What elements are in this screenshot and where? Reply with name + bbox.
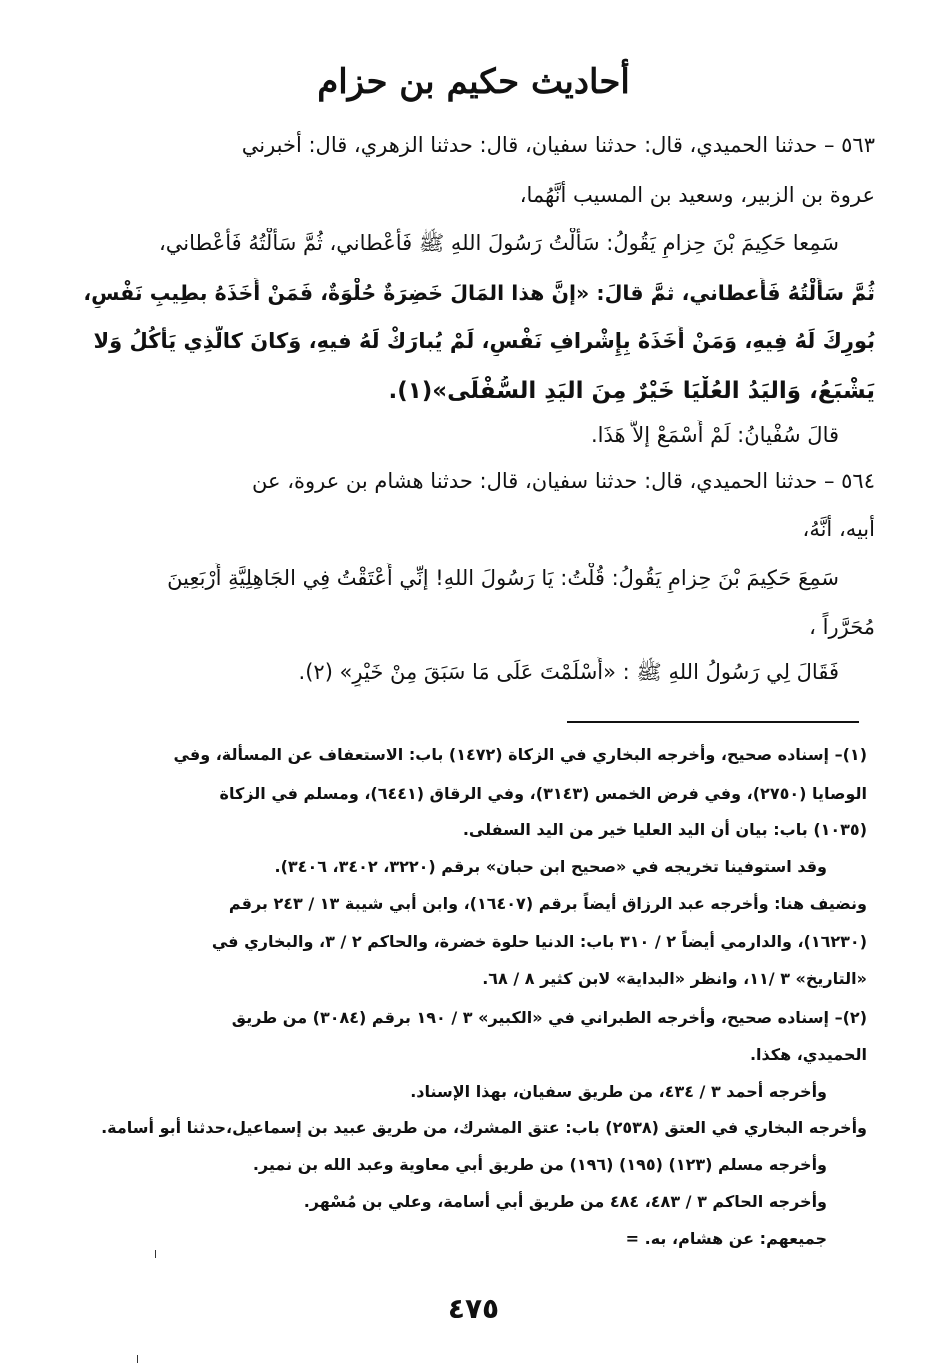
hadith-line: ٥٦٣ – حدثنا الحميدي، قال: حدثنا سفيان، قال: حدثنا الزهري، قال: أخبرني (241, 133, 875, 157)
hadith-line: أبيه، أنَّهُ، (802, 517, 875, 541)
hadith-line: قالَ سُفْيانُ: لَمْ أَسْمَعْ إلاَّ هَذَا. (590, 423, 839, 447)
footnote-line: (٢)– إسناده صحيح، وأخرجه الطبراني في «الكبير» ٣ / ١٩٠ برقم (٣٠٨٤) من طريق (231, 1008, 867, 1027)
footnote-line: (١٦٢٣٠)، والدارمي أيضاً ٢ / ٣١٠ باب: الدنيا حلوة خضرة، والحاكم ٢ / ٣، والبخاري في (211, 932, 867, 951)
footnote-divider (567, 721, 859, 723)
footnote-line: وقد استوفينا تخريجه في «صحيح ابن حبان» برقم (٣٢٢٠، ٣٤٠٢، ٣٤٠٦). (274, 857, 827, 876)
page-title: أحاديث حكيم بن حزام (317, 62, 630, 102)
footnote-line: الحميدي، هكذا. (749, 1045, 867, 1064)
scan-speck (137, 1355, 138, 1363)
hadith-line: يَشْبَعُ، وَاليَدُ العُلْيَا خَيْرٌ مِنَ اليَدِ السُّفْلَى»(١). (388, 378, 875, 404)
hadith-line: مُحَرَّراً ، (809, 615, 875, 639)
footnote-line: الوصايا (٢٧٥٠)، وفي فرض الخمس (٣١٤٣)، وفي الرقاق (٦٤٤١)، ومسلم في الزكاة (219, 784, 867, 803)
page-number: ٤٧٥ (447, 1292, 500, 1325)
hadith-line: سَمِعَ حَكِيمَ بْنَ حِزامٍ يَقُولُ: قُلْتُ: يَا رَسُولَ اللهِ! إنِّي أَعْتَقْتُ فِي الجَاهِلِيَّةِ أَرْبَعِينَ (167, 566, 839, 590)
footnote-line: وأخرجه البخاري في العتق (٢٥٣٨) باب: عتق المشرك، من طريق عبيد بن إسماعيل،حدثنا أبو أسامة. (101, 1118, 867, 1137)
footnote-line: (١)– إسناده صحيح، وأخرجه البخاري في الزكاة (١٤٧٢) باب: الاستعفاف عن المسألة، وفي (173, 745, 867, 764)
footnote-line: (١٠٣٥) باب: بيان أن اليد العليا خير من اليد السفلى. (462, 820, 867, 839)
hadith-line: عروة بن الزبير، وسعيد بن المسيب أنَّهُما، (519, 183, 875, 207)
footnote-line: وأخرجه الحاكم ٣ / ٤٨٣، ٤٨٤ من طريق أبي أسامة، وعلي بن مُسْهر. (303, 1192, 827, 1211)
hadith-line: بُورِكَ لَهُ فِيهِ، وَمَنْ أَخَذَهُ بِإِشْرافِ نَفْسٍ، لَمْ يُبارَكْ لَهُ فيهِ، وَكانَ كالَّذِي يَأْكُلُ وَلا (93, 329, 875, 353)
footnote-line: جميعهم: عن هشام، به. = (625, 1229, 827, 1248)
hadith-line: ٥٦٤ – حدثنا الحميدي، قال: حدثنا سفيان، قال: حدثنا هشام بن عروة، عن (252, 469, 875, 493)
hadith-line: سَمِعا حَكِيمَ بْنَ حِزامٍ يَقُولُ: سَأَلْتُ رَسُولَ اللهِ ﷺ فَأَعْطاني، ثُمَّ سَأَلْتُهُ فَأَعْطاني، (158, 231, 839, 255)
hadith-line: ثُمَّ سَأَلْتُهُ فَأَعطاني، ثمَّ قالَ: «إنَّ هذا المَالَ خَضِرَةٌ حُلْوَةٌ، فَمَنْ أَخَذَهُ بطِيبِ نَفْسٍ، (83, 281, 875, 305)
footnote-line: وأخرجه أحمد ٣ / ٤٣٤، من طريق سفيان، بهذا الإسناد. (410, 1082, 827, 1101)
hadith-line: فَقَالَ لِي رَسُولُ اللهِ ﷺ : «أَسْلَمْتَ عَلَى مَا سَبَقَ مِنْ خَيْرٍ» (٢). (298, 660, 839, 684)
footnote-line: وأخرجه مسلم (١٢٣) (١٩٥) (١٩٦) من طريق أبي معاوية وعبد الله بن نمير. (252, 1155, 827, 1174)
scan-speck (155, 1250, 156, 1258)
footnote-line: ونضيف هنا: وأخرجه عبد الرزاق أيضاً برقم (١٦٤٠٧)، وابن أبي شيبة ١٣ / ٢٤٣ برقم (228, 894, 867, 913)
footnote-line: «التاريخ» ٣ /١١، وانظر «البداية» لابن كثير ٨ / ٦٨. (482, 969, 867, 988)
